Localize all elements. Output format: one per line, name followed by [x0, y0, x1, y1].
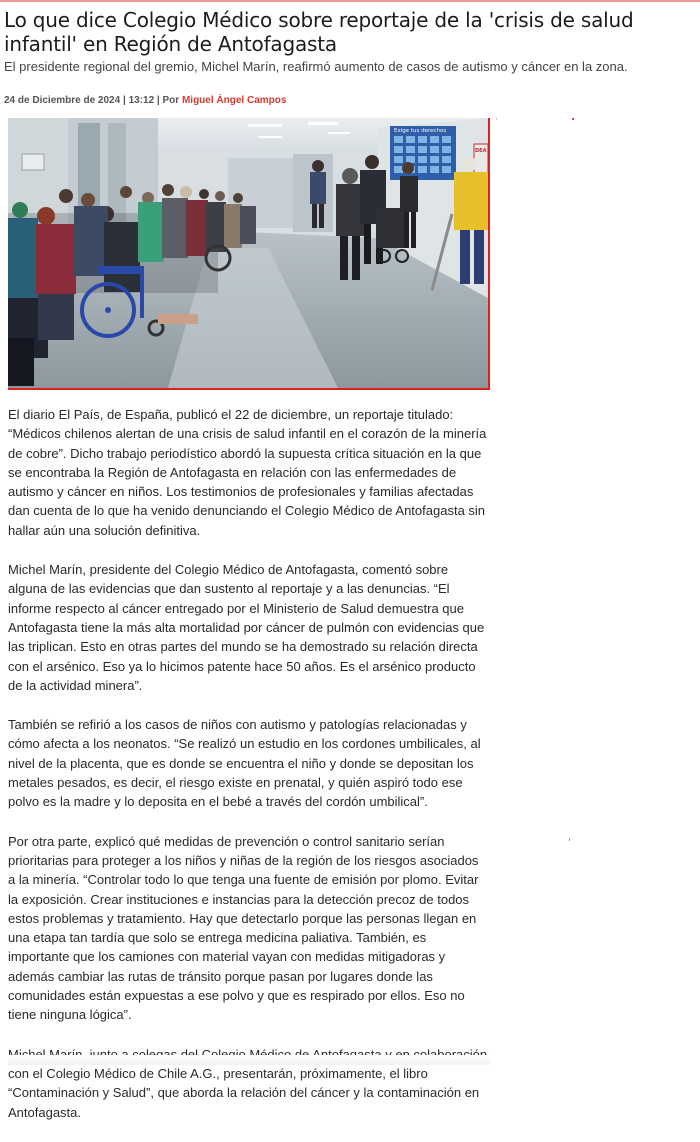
decorative-dot — [496, 118, 497, 120]
article-title: Lo que dice Colegio Médico sobre reportaje de la 'crisis de salud infantil' en Región de Antofagasta — [4, 8, 634, 56]
publish-date: 24 de Diciembre de 2024 — [4, 95, 121, 106]
dea-sign-text: DEA — [475, 148, 487, 154]
article-paragraph: También se refirió a los casos de niños con autismo y patologías relacionadas y cómo afecta a los neonatos. “Se realizó un estudio en los cordones umbilicales, al nivel de la placenta, que es donde se encuentra el niño y donde se depositan los metales pesados, es decir, el riesgo existe en prenatal, y quién aspiró todo ese polvo es la madre y lo deposita en el bebé a través del cordón umbilical”. — [8, 717, 481, 810]
top-rule — [0, 0, 700, 2]
meta-separator: | — [122, 95, 126, 106]
author-link[interactable]: Miguel Ángel Campos — [181, 95, 287, 106]
meta-separator: | — [156, 95, 160, 106]
hospital-waiting-room-photo — [8, 118, 488, 388]
decorative-mark — [569, 838, 570, 841]
article-subtitle: El presidente regional del gremio, Michel Marín, reafirmó aumento de casos de autismo y cáncer en la zona. — [4, 59, 628, 74]
article-paragraph: con el Colegio Médico de Chile A.G., presentarán, próximamente, el libro “Contaminación y Salud”, que aborda la relación del cáncer y la contaminación en Antofagasta. — [8, 1065, 480, 1120]
byline-prefix: Por — [162, 95, 180, 106]
bottom-fade — [8, 1055, 490, 1065]
article-paragraph: Michel Marín, presidente del Colegio Médico de Antofagasta, comentó sobre alguna de las evidencias que dan sustento al reportaje y a las denuncias. “El informe respecto al cáncer entregado por el Ministerio de Salud demuestra que Antofagasta tiene la más alta mortalidad por cáncer de pulmón con evidencias que las triplican. Esto en otras partes del mundo se ha demostrado su relación directa con el arsénico. Eso ya lo hicimos patente hace 50 años. Es el arsénico producto de la actividad minera”. — [8, 562, 485, 693]
decorative-dot — [572, 118, 574, 120]
publish-time: 13:12 — [128, 95, 155, 106]
article-body — [8, 405, 488, 1142]
article-meta — [4, 95, 286, 107]
article-paragraph: Por otra parte, explicó qué medidas de prevención o control sanitario serían prioritarias para proteger a los niños y niñas de la región de los riesgos asociados a la minería. “Controlar todo lo que tenga una fuente de emisión por plomo. Evitar la exposición. Crear instituciones e instancias para la detección precoz de todos estos problemas y tratamiento. Hay que detectarlo porque las personas llegan en una etapa tan tardía que solo se entrega medicina paliativa. También, es importante que los camiones con material vayan con medidas mitigadoras y además cambiar las rutas de tránsito porque pasan por lugares donde las comunidades están expuestas a ese polvo y que es respirado por ellos. Eso no tiene ninguna lógica”. — [8, 833, 479, 1023]
hero-image — [8, 118, 490, 390]
rights-sign-text: Exige tus derechos — [394, 128, 447, 134]
article-paragraph: El diario El País, de España, publicó el 22 de diciembre, un reportaje titulado: “Médicos chilenos alertan de una crisis de salud infantil en el corazón de la minería de cobre”. Dicho trabajo periodístico abordó la supuesta crítica situación en la que se encontraba la Región de Antofagasta en relación con las enfermedades de autismo y cáncer en niños. Los testimonios de profesionales y familias afectadas dan cuenta de lo que ha venido denunciando el Colegio Médico de Antofagasta sin hallar aún una solución definitiva. — [8, 407, 487, 538]
